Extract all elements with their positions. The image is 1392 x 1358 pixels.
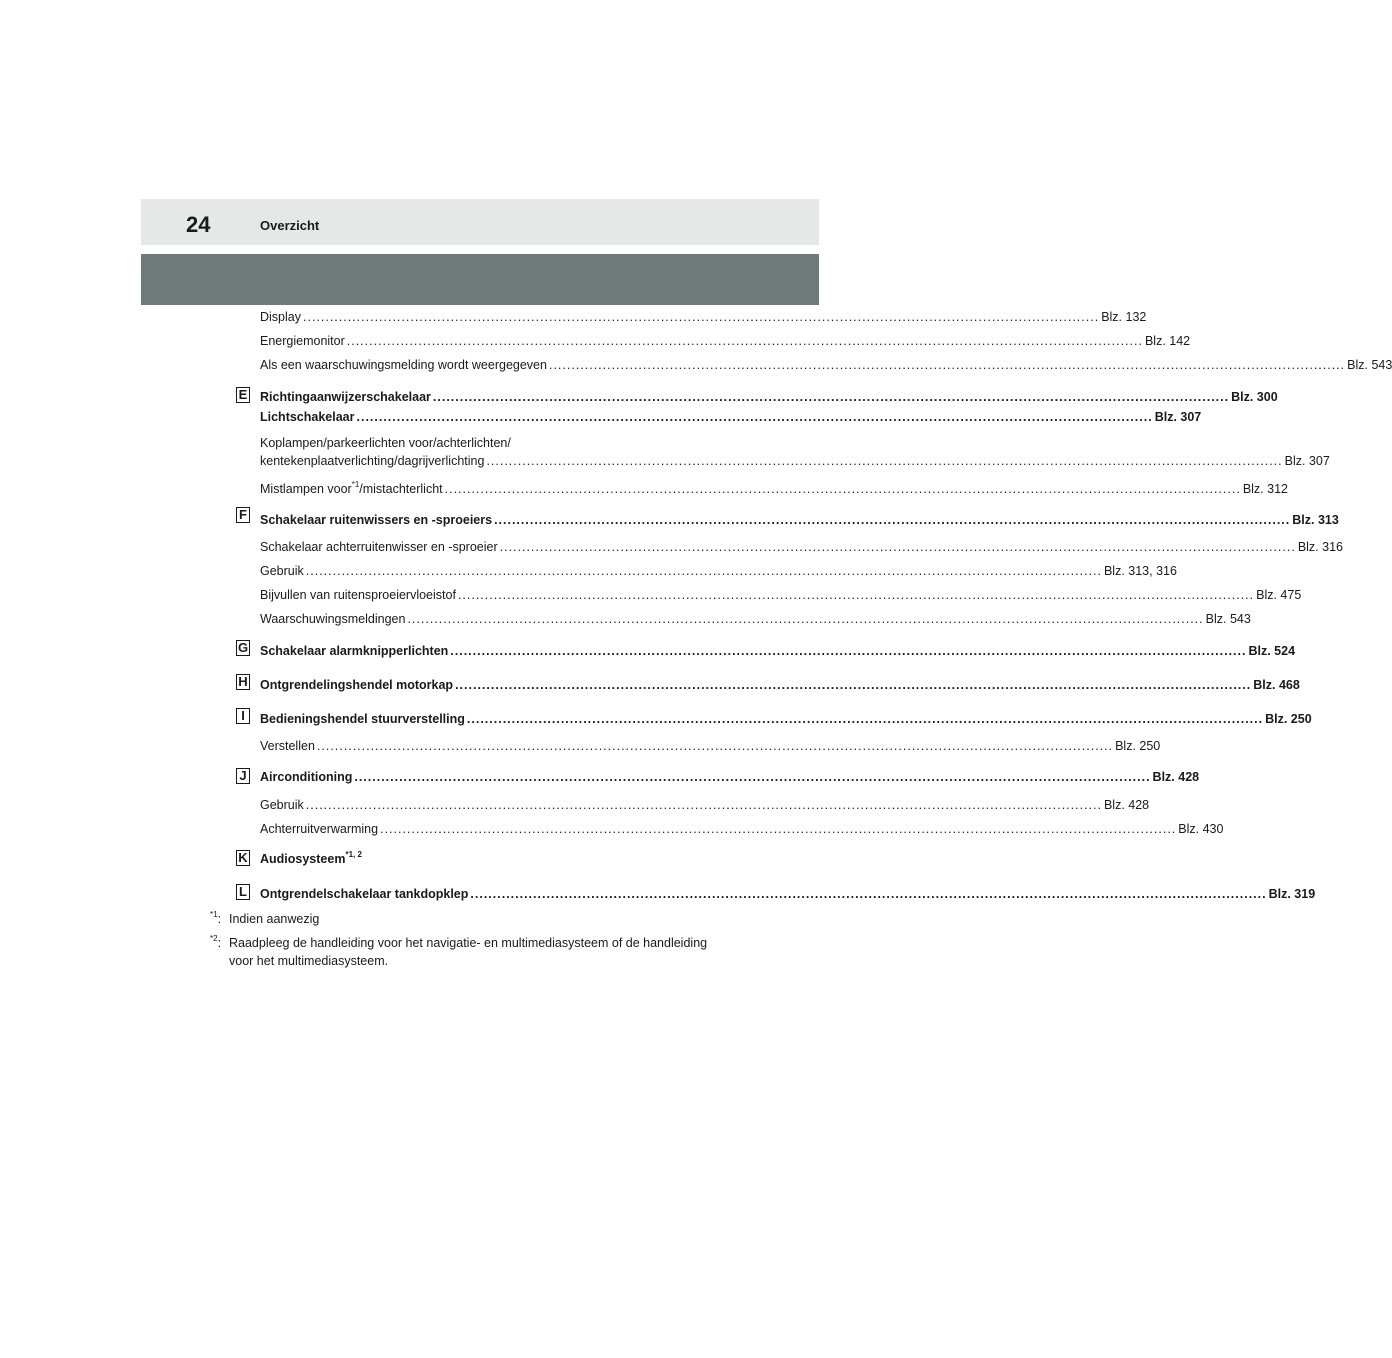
footnote-colon: : [217,912,222,926]
callout-letter-e: E [236,387,250,403]
callout-letter-k: K [236,850,250,866]
entry-label [260,850,362,868]
page-reference: Blz. 250 [1115,739,1161,753]
footnote-marker: *1 [351,480,360,489]
leader-dots: .................................................................................................................................................................................. [346,334,1143,348]
footnote-marker: *2 [210,934,218,943]
entry-label: Waarschuwingsmeldingen [260,612,406,626]
entry-label: Schakelaar ruitenwissers en -sproeiers [260,513,493,527]
footnote-text: Indien aanwezig [229,912,320,926]
page-reference: Blz. 543 [1347,358,1392,372]
page-reference: Blz. 468 [1253,678,1300,692]
callout-letter-f: F [236,507,250,523]
section-title: Overzicht [260,218,320,233]
index-entry [260,610,1251,628]
index-entry [260,676,1300,694]
entry-label: Ontgrendelingshendel motorkap [260,678,454,692]
leader-dots: .................................................................................................................................................................................. [380,822,1177,836]
leader-dots: .................................................................................................................................................................................. [432,390,1230,404]
entry-label: Schakelaar achterruitenwisser en -sproeier [260,540,498,554]
index-entry [260,562,1177,580]
footnote-colon: : [217,936,222,950]
index-entry [260,480,1288,498]
callout-letter-h: H [236,674,250,690]
entry-label-pre: Mistlampen voor [260,482,352,496]
leader-dots: .................................................................................................................................................................................. [303,310,1100,324]
entry-label: Richtingaanwijzerschakelaar [260,390,431,404]
footnote-mark [210,910,229,928]
callout-letter-l: L [236,884,250,900]
leader-dots: .................................................................................................................................................................................. [316,739,1114,753]
page-reference: Blz. 430 [1178,822,1224,836]
leader-dots: .................................................................................................................................................................................. [356,410,1153,424]
entry-label: Energiemonitor [260,334,345,348]
leader-dots: .................................................................................................................................................................................. [305,564,1102,578]
leader-dots: .................................................................................................................................................................................. [354,770,1151,784]
index-entry [260,768,1200,786]
entry-label: Lichtschakelaar [260,410,355,424]
entry-label: Airconditioning [260,770,353,784]
index-entry [260,796,1150,814]
page-reference: Blz. 312 [1242,482,1288,496]
entry-label: Schakelaar alarmknipperlichten [260,644,449,658]
page-reference: Blz. 316 [1297,540,1343,554]
leader-dots: .................................................................................................................................................................................. [455,678,1252,692]
page-reference: Blz. 307 [1284,454,1330,468]
leader-dots: .................................................................................................................................................................................. [444,482,1241,496]
entry-label: Als een waarschuwingsmelding wordt weergegeven [260,358,547,372]
footnote-marker: *1, 2 [345,850,362,859]
entry-label: kentekenplaatverlichting/dagrijverlichting [260,454,485,468]
page-reference: Blz. 524 [1248,644,1296,658]
page-reference: Blz. 132 [1101,310,1147,324]
leader-dots: .................................................................................................................................................................................. [305,798,1102,812]
leader-dots: .................................................................................................................................................................................. [486,454,1283,468]
entry-label-post: /mistachterlicht [359,482,443,496]
index-entry [260,538,1343,556]
entry-label: Verstellen [260,739,315,753]
leader-dots: .................................................................................................................................................................................. [407,612,1204,626]
leader-dots: .................................................................................................................................................................................. [450,644,1247,658]
footnote-mark [210,934,229,952]
leader-dots: .................................................................................................................................................................................. [466,712,1264,726]
leader-dots: .................................................................................................................................................................................. [457,588,1255,602]
index-entry [260,388,1278,406]
entry-label: Bijvullen van ruitensproeiervloeistof [260,588,456,602]
page-reference: Blz. 300 [1231,390,1278,404]
footnote-marker: *1 [210,910,218,919]
page-reference: Blz. 543 [1205,612,1251,626]
leader-dots: .................................................................................................................................................................................. [470,887,1267,901]
entry-label: Bedieningshendel stuurverstelling [260,712,465,726]
page-reference: Blz. 313 [1292,513,1339,527]
page-reference: Blz. 319 [1268,887,1316,901]
index-entry [260,642,1296,660]
page-reference: Blz. 313, 316 [1103,564,1177,578]
footnote [210,934,730,968]
index-entry [260,452,1330,470]
callout-letter-i: I [236,708,250,724]
page-reference: Blz. 428 [1152,770,1200,784]
callout-letter-g: G [237,640,249,655]
index-entry [260,308,1147,326]
index-entry [260,356,1392,374]
entry-label: Display [260,310,301,324]
page-reference: Blz. 142 [1144,334,1191,348]
leader-dots: .................................................................................................................................................................................. [548,358,1346,372]
index-entry [260,885,1316,903]
page-reference: Blz. 307 [1154,410,1202,424]
page-reference: Blz. 428 [1103,798,1150,812]
index-entry [260,408,1202,426]
index-entry [260,710,1312,728]
entry-label-line1: Koplampen/parkeerlichten voor/achterlichten/ [260,436,511,450]
footnote [210,910,730,928]
entry-label [260,480,443,498]
index-entry [260,511,1339,529]
index-entry [260,332,1191,350]
index-entry [260,737,1161,755]
entry-label: Gebruik [260,564,304,578]
entry-label: Gebruik [260,798,304,812]
callout-letter-j: J [236,768,250,784]
leader-dots: .................................................................................................................................................................................. [494,513,1291,527]
page-reference: Blz. 475 [1256,588,1302,602]
entry-label: Achterruitverwarming [260,822,379,836]
page-number: 24 [186,212,211,237]
leader-dots: .................................................................................................................................................................................. [499,540,1296,554]
index-entry [260,586,1302,604]
page-reference: Blz. 250 [1265,712,1312,726]
entry-label: Ontgrendelschakelaar tankdopklep [260,887,469,901]
entry-label-text: Audiosysteem [260,852,346,866]
index-entry [260,820,1224,838]
index-entry [260,850,722,868]
footnote-text: Raadpleeg de handleiding voor het navigatie- en multimediasysteem of de handleiding voor het multimediasysteem. [229,936,708,968]
